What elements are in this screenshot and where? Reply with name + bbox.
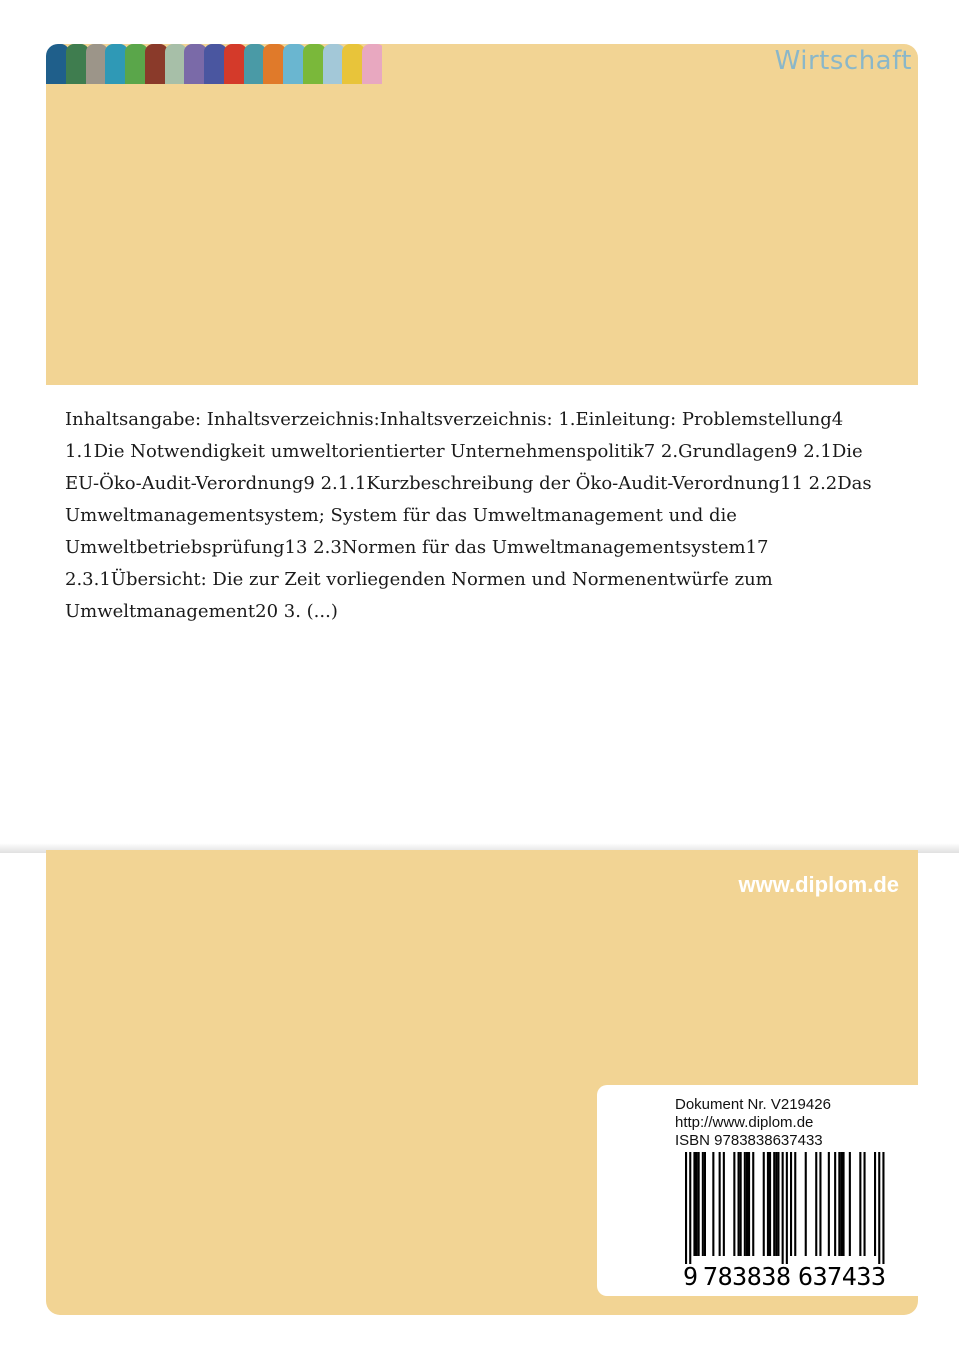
barcode-digits-right: 637433 <box>798 1262 886 1288</box>
barcode-bar <box>878 1152 880 1264</box>
category-label: Wirtschaft <box>774 46 912 76</box>
color-tabs <box>46 44 382 84</box>
barcode-bar <box>794 1152 796 1256</box>
barcode-bar <box>689 1152 691 1264</box>
document-url: http://www.diplom.de <box>675 1114 814 1131</box>
ean-barcode <box>675 1152 897 1288</box>
barcode-bar <box>775 1152 777 1256</box>
barcode-bar <box>767 1152 769 1256</box>
barcode-bar <box>733 1152 735 1256</box>
barcode-bar <box>719 1152 721 1256</box>
barcode-bar <box>704 1152 706 1256</box>
barcode-bar <box>805 1152 807 1256</box>
barcode-bar <box>696 1152 698 1256</box>
color-tab <box>362 44 382 84</box>
barcode-bar <box>819 1152 821 1256</box>
barcode-bar <box>828 1152 830 1256</box>
top-panel <box>46 44 918 385</box>
barcode-bar <box>693 1152 695 1256</box>
barcode-bar <box>763 1152 765 1256</box>
barcode-bar <box>698 1152 700 1256</box>
barcode-bar <box>738 1152 740 1256</box>
barcode-info <box>675 1096 831 1150</box>
website-label: www.diplom.de <box>738 872 899 897</box>
barcode-bar <box>744 1152 746 1256</box>
barcode-bar <box>838 1152 840 1256</box>
barcode-bar <box>712 1152 714 1256</box>
barcode-bar <box>702 1152 704 1256</box>
barcode-bar <box>782 1152 784 1264</box>
document-number: Dokument Nr. V219426 <box>675 1096 831 1113</box>
barcode-bar <box>859 1152 861 1256</box>
barcode-bar <box>748 1152 750 1256</box>
barcode-bar <box>786 1152 788 1264</box>
barcode-digits-left: 783838 <box>703 1262 791 1288</box>
barcode-bar <box>864 1152 866 1256</box>
barcode-bar <box>769 1152 771 1256</box>
barcode-bar <box>815 1152 817 1256</box>
barcode-bar <box>746 1152 748 1256</box>
barcode-bar <box>685 1152 687 1264</box>
barcode-bar <box>777 1152 779 1256</box>
barcode-bar <box>740 1152 742 1256</box>
barcode-bar <box>882 1152 884 1264</box>
barcode-bar <box>874 1152 876 1256</box>
barcode-bar <box>843 1152 845 1256</box>
barcode-digit-lead: 9 <box>683 1262 699 1288</box>
barcode-bar <box>723 1152 725 1256</box>
barcode-bar <box>790 1152 792 1256</box>
isbn-text: ISBN 9783838637433 <box>675 1132 823 1149</box>
barcode-bar <box>840 1152 842 1256</box>
barcode-bar <box>834 1152 836 1256</box>
barcode-bar <box>773 1152 775 1256</box>
barcode-bar <box>849 1152 851 1256</box>
description-text: Inhaltsangabe: Inhaltsverzeichnis:Inhaltsverzeichnis: 1.Einleitung: Problemstellung4 1.1Die Notwendigkeit umweltorientierter Unternehmenspolitik7 2.Grundlagen9 2.1Die EU-Öko-Audit-Verordnung9 2.1.1Kurzbeschreibung der Öko-Audit-Verordnung11 2.2Das Umweltmanagementsystem; System für das Umweltmanagement und die Umweltbetriebsprüfung13 2.3Normen für das Umweltmanagementsystem17 2.3.1Übersicht: Die zur Zeit vorliegenden Normen und Normenentwürfe zum Umweltmanagement20 3. (...) <box>65 409 872 622</box>
barcode-bar <box>752 1152 754 1256</box>
